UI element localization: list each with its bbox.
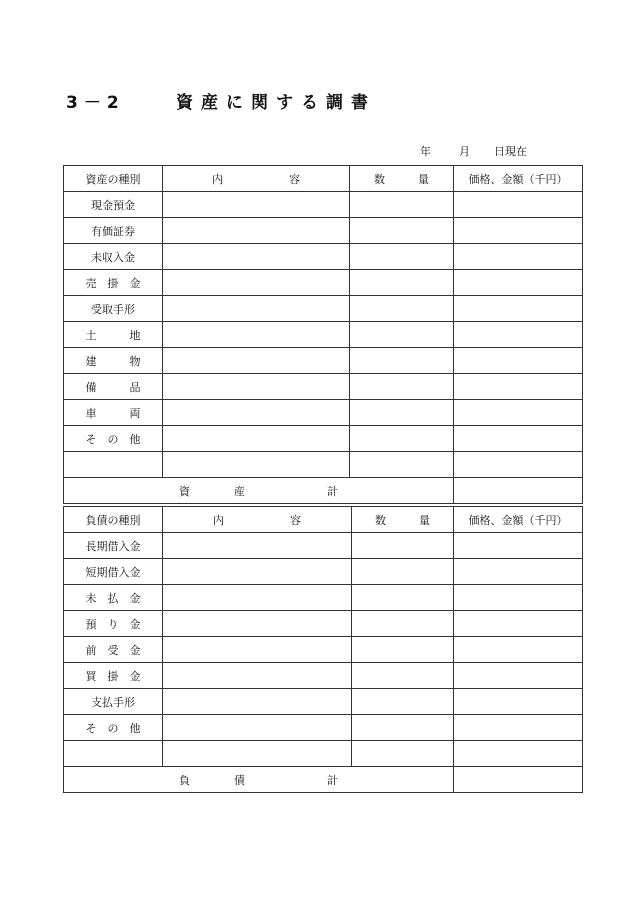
liabilities-entry-cell[interactable] [163,559,352,585]
liabilities-entry-cell[interactable] [454,637,583,663]
assets-total-label [64,478,454,504]
assets-entry-cell[interactable] [454,244,583,270]
document-title: 資産に関する調書 [176,93,376,113]
liabilities-entry-cell[interactable] [163,585,352,611]
liabilities-header-row [64,507,583,533]
assets-type-cell: 売 掛 金 [64,270,163,296]
liabilities-entry-cell[interactable] [352,533,454,559]
assets-entry-cell[interactable] [350,322,454,348]
assets-type-cell [64,452,163,478]
liabilities-entry-cell[interactable] [454,715,583,741]
assets-type-cell: 現金預金 [64,192,163,218]
date-day-label: 日現在 [494,145,527,158]
liabilities-entry-cell[interactable] [454,585,583,611]
liabilities-entry-cell[interactable] [454,663,583,689]
table-row [64,192,583,218]
liabilities-entry-cell[interactable] [352,585,454,611]
liabilities-type-cell: そ の 他 [64,715,163,741]
liabilities-total-label-part: 債 [234,773,245,787]
liabilities-entry-cell[interactable] [352,637,454,663]
liabilities-column-header: 負債の種別 [64,507,163,533]
assets-total-label-part: 計 [327,484,338,498]
assets-entry-cell[interactable] [163,322,350,348]
liabilities-entry-cell[interactable] [454,689,583,715]
table-row [64,741,583,767]
assets-type-cell: 未収入金 [64,244,163,270]
assets-entry-cell[interactable] [350,244,454,270]
assets-entry-cell[interactable] [350,296,454,322]
liabilities-entry-cell[interactable] [352,559,454,585]
table-row [64,270,583,296]
table-row [64,426,583,452]
assets-entry-cell[interactable] [454,426,583,452]
liabilities-entry-cell[interactable] [352,689,454,715]
table-row [64,611,583,637]
liabilities-entry-cell[interactable] [163,533,352,559]
liabilities-type-cell: 未 払 金 [64,585,163,611]
liabilities-table [63,506,583,793]
assets-entry-cell[interactable] [163,426,350,452]
table-row [64,218,583,244]
table-row [64,244,583,270]
assets-entry-cell[interactable] [163,192,350,218]
liabilities-entry-cell[interactable] [352,741,454,767]
assets-entry-cell[interactable] [454,452,583,478]
assets-column-header: 内 容 [163,166,350,192]
table-row [64,585,583,611]
liabilities-total-label-part: 計 [327,773,338,787]
assets-entry-cell[interactable] [350,192,454,218]
table-row [64,689,583,715]
table-row [64,663,583,689]
assets-type-cell: 受取手形 [64,296,163,322]
assets-entry-cell[interactable] [350,400,454,426]
liabilities-entry-cell[interactable] [454,559,583,585]
liabilities-entry-cell[interactable] [352,611,454,637]
assets-entry-cell[interactable] [454,348,583,374]
liabilities-entry-cell[interactable] [163,663,352,689]
assets-entry-cell[interactable] [350,348,454,374]
date-month-label: 月 [459,145,470,158]
liabilities-entry-cell[interactable] [454,533,583,559]
assets-entry-cell[interactable] [350,218,454,244]
assets-entry-cell[interactable] [454,218,583,244]
assets-entry-cell[interactable] [454,374,583,400]
assets-column-header: 資産の種別 [64,166,163,192]
liabilities-type-cell: 短期借入金 [64,559,163,585]
as-of-date [420,143,527,159]
assets-entry-cell[interactable] [350,270,454,296]
assets-type-cell: 備 品 [64,374,163,400]
date-year-label: 年 [420,145,431,158]
assets-table [63,165,583,504]
assets-type-cell: 有価証券 [64,218,163,244]
table-row [64,715,583,741]
liabilities-entry-cell[interactable] [163,637,352,663]
liabilities-total-label-part: 負 [179,773,190,787]
liabilities-entry-cell[interactable] [163,741,352,767]
assets-entry-cell[interactable] [350,426,454,452]
assets-entry-cell[interactable] [454,270,583,296]
liabilities-type-cell [64,741,163,767]
liabilities-total-label [64,767,454,793]
document-number: 3－2 [66,93,125,113]
assets-type-cell: 車 両 [64,400,163,426]
assets-total-value-cell[interactable] [454,478,583,504]
liabilities-entry-cell[interactable] [352,663,454,689]
assets-entry-cell[interactable] [163,452,350,478]
assets-entry-cell[interactable] [350,452,454,478]
assets-entry-cell[interactable] [163,244,350,270]
assets-entry-cell[interactable] [163,374,350,400]
assets-column-header: 数 量 [350,166,454,192]
assets-total-label-part: 産 [234,484,245,498]
table-row [64,637,583,663]
liabilities-column-header: 内 容 [163,507,352,533]
table-row [64,296,583,322]
liabilities-type-cell: 前 受 金 [64,637,163,663]
liabilities-column-header: 価格、金額（千円） [454,507,583,533]
liabilities-total-row [64,767,583,793]
liabilities-entry-cell[interactable] [163,611,352,637]
liabilities-column-header: 数 量 [352,507,454,533]
assets-type-cell: 建 物 [64,348,163,374]
table-row [64,348,583,374]
assets-entry-cell[interactable] [163,400,350,426]
assets-entry-cell[interactable] [454,296,583,322]
liabilities-type-cell: 買 掛 金 [64,663,163,689]
assets-total-row [64,478,583,504]
assets-header-row [64,166,583,192]
liabilities-entry-cell[interactable] [163,715,352,741]
liabilities-entry-cell[interactable] [352,715,454,741]
assets-entry-cell[interactable] [454,322,583,348]
table-row [64,374,583,400]
liabilities-type-cell: 長期借入金 [64,533,163,559]
table-row [64,400,583,426]
liabilities-entry-cell[interactable] [454,741,583,767]
assets-entry-cell[interactable] [454,400,583,426]
liabilities-entry-cell[interactable] [163,689,352,715]
assets-total-label-part: 資 [179,484,190,498]
liabilities-type-cell: 支払手形 [64,689,163,715]
assets-column-header: 価格、金額（千円） [454,166,583,192]
liabilities-total-value-cell[interactable] [454,767,583,793]
assets-entry-cell[interactable] [163,270,350,296]
table-row [64,322,583,348]
assets-entry-cell[interactable] [350,374,454,400]
liabilities-type-cell: 預 り 金 [64,611,163,637]
assets-entry-cell[interactable] [454,192,583,218]
assets-type-cell: そ の 他 [64,426,163,452]
table-row [64,452,583,478]
liabilities-entry-cell[interactable] [454,611,583,637]
assets-entry-cell[interactable] [163,218,350,244]
assets-entry-cell[interactable] [163,348,350,374]
assets-entry-cell[interactable] [163,296,350,322]
table-row [64,559,583,585]
table-row [64,533,583,559]
assets-type-cell: 土 地 [64,322,163,348]
